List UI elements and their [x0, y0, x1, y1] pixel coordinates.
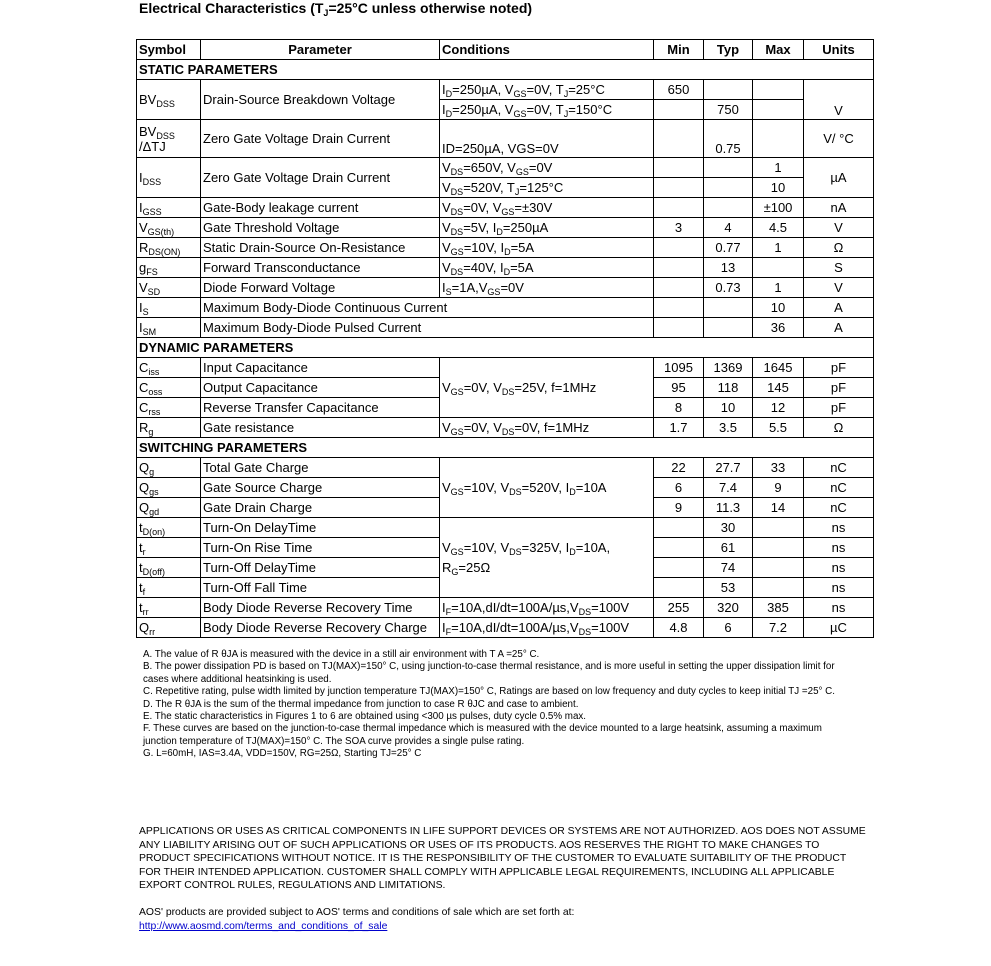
- parameter-cell: Input Capacitance: [201, 358, 440, 378]
- max-cell: 5.5: [753, 418, 804, 438]
- min-cell: [654, 198, 704, 218]
- symbol-cell: $t_r$: [137, 538, 201, 558]
- section-row: [137, 338, 874, 358]
- symbol-cell: $t_{D(off)}$: [137, 558, 201, 578]
- symbol-cell: $t_{rr}$: [137, 598, 201, 618]
- legal-disclaimer: APPLICATIONS OR USES AS CRITICAL COMPONENTS IN LIFE SUPPORT DEVICES OR SYSTEMS ARE NOT AUTHORIZED. AOS DOES NOT ASSUME ANY LIABILITY ARISING OUT OF SUCH APPLICATIONS OR USES OF ITS PRODUCTS. AOS RESERVES THE RIGHT TO MAKE CHANGES TO PRODUCT SPECIFICATIONS WITHOUT NOTICE. IT IS THE RESPONSIBILITY OF THE CUSTOMER TO EVALUATE SUITABILITY OF THE PRODUCT FOR THEIR INTENDED APPLICATION. CUSTOMER SHALL COMPLY WITH APPLICABLE LEGAL REQUIREMENTS, INCLUDING ALL APPLICABLE EXPORT CONTROL RULES, REGULATIONS AND LIMITATIONS.: [139, 826, 866, 892]
- unit-cell: Ω: [804, 238, 874, 258]
- condition-cell: $V_{DS}=0V$, $V_{GS}=\pm 30V$: [440, 198, 654, 218]
- symbol-cell: $C_{rss}$: [137, 398, 201, 418]
- min-cell: [654, 178, 704, 198]
- max-cell: [753, 100, 804, 120]
- typ-cell: 6: [704, 618, 753, 638]
- symbol-cell: $V_{SD}$: [137, 278, 201, 298]
- max-cell: 14: [753, 498, 804, 518]
- min-cell: [654, 120, 704, 158]
- unit-cell: ns: [804, 518, 874, 538]
- header-max: Max: [753, 40, 804, 60]
- header-conditions: Conditions: [440, 40, 654, 60]
- max-cell: [753, 578, 804, 598]
- heading-text-rest: =25°C unless otherwise noted): [328, 0, 533, 16]
- parameter-cell: Turn-Off DelayTime: [201, 558, 440, 578]
- symbol-cell: $I_{SM}$: [137, 318, 201, 338]
- condition-cell: $V_{DS}=40V$, $I_D=5A$: [440, 258, 654, 278]
- max-cell: 145: [753, 378, 804, 398]
- max-cell: [753, 538, 804, 558]
- max-cell: 7.2: [753, 618, 804, 638]
- parameter-cell: Zero Gate Voltage Drain Current: [201, 120, 440, 158]
- condition-cell: $V_{GS}=10V$, $V_{DS}=325V$, $I_D=10A$, $R_G=25\Omega$: [440, 518, 654, 598]
- parameter-cell: Diode Forward Voltage: [201, 278, 440, 298]
- electrical-characteristics-table: [136, 39, 874, 638]
- condition-cell: $V_{GS}=0V$, $V_{DS}=0V$, f=1MHz: [440, 418, 654, 438]
- symbol-cell: $R_{DS(ON)}$: [137, 238, 201, 258]
- min-cell: 6: [654, 478, 704, 498]
- unit-cell: µA: [804, 158, 874, 198]
- max-cell: 1: [753, 278, 804, 298]
- min-cell: [654, 518, 704, 538]
- symbol-cell: $g_{FS}$: [137, 258, 201, 278]
- header-units: Units: [804, 40, 874, 60]
- typ-cell: 11.3: [704, 498, 753, 518]
- table-row: [137, 120, 874, 158]
- heading-text: Electrical Characteristics (T: [139, 0, 324, 16]
- footnote-f: F. These curves are based on the junction-to-case thermal impedance which is measured with the device mounted to a large heatsink, assuming a maximum junction temperature of TJ(MAX)=150° C. The SOA curve provides a single pulse rating.: [143, 723, 822, 747]
- table-row: [137, 318, 874, 338]
- unit-cell: ns: [804, 558, 874, 578]
- typ-cell: 7.4: [704, 478, 753, 498]
- unit-cell: nA: [804, 198, 874, 218]
- symbol-cell: $BV_{DSS}$: [137, 80, 201, 120]
- unit-cell: nC: [804, 498, 874, 518]
- max-cell: 4.5: [753, 218, 804, 238]
- condition-cell: $V_{GS}=10V$, $V_{DS}=520V$, $I_D=10A$: [440, 458, 654, 518]
- symbol-cell: $R_g$: [137, 418, 201, 438]
- parameter-cell: Body Diode Reverse Recovery Time: [201, 598, 440, 618]
- min-cell: [654, 298, 704, 318]
- typ-cell: 750: [704, 100, 753, 120]
- symbol-cell: $t_f$: [137, 578, 201, 598]
- terms-block: [139, 906, 574, 933]
- typ-cell: 30: [704, 518, 753, 538]
- min-cell: [654, 258, 704, 278]
- max-cell: [753, 558, 804, 578]
- typ-cell: 27.7: [704, 458, 753, 478]
- symbol-cell: $C_{oss}$: [137, 378, 201, 398]
- parameter-cell: Gate resistance: [201, 418, 440, 438]
- unit-cell: nC: [804, 458, 874, 478]
- footnote-a: A. The value of R θJA is measured with the device in a still air environment with T A =25° C.: [143, 649, 540, 660]
- max-cell: 36: [753, 318, 804, 338]
- typ-cell: 10: [704, 398, 753, 418]
- min-cell: 9: [654, 498, 704, 518]
- unit-cell: S: [804, 258, 874, 278]
- parameter-cell: Turn-On DelayTime: [201, 518, 440, 538]
- parameter-cell: Reverse Transfer Capacitance: [201, 398, 440, 418]
- unit-cell: pF: [804, 358, 874, 378]
- min-cell: [654, 578, 704, 598]
- min-cell: 1.7: [654, 418, 704, 438]
- table-row: [137, 458, 874, 478]
- condition-cell: $V_{DS}=520V$, $T_J=125^\circ C$: [440, 178, 654, 198]
- parameter-cell: Gate Threshold Voltage: [201, 218, 440, 238]
- table-row: [137, 218, 874, 238]
- typ-cell: 0.75: [704, 120, 753, 158]
- footnote-c: C. Repetitive rating, pulse width limited by junction temperature TJ(MAX)=150° C, Ratings are based on low frequency and duty cycles to keep initial TJ =25° C.: [143, 686, 835, 698]
- min-cell: 3: [654, 218, 704, 238]
- parameter-cell: Gate Source Charge: [201, 478, 440, 498]
- symbol-cell: $Q_{gd}$: [137, 498, 201, 518]
- condition-cell: $I_D=250\mu A$, $V_{GS}=0V$, $T_J=150^\circ C$: [440, 100, 654, 120]
- symbol-cell: $C_{iss}$: [137, 358, 201, 378]
- unit-cell: A: [804, 298, 874, 318]
- parameter-cell: Maximum Body-Diode Pulsed Current: [201, 318, 654, 338]
- parameter-cell: Maximum Body-Diode Continuous Current: [201, 298, 654, 318]
- section-dynamic: DYNAMIC PARAMETERS: [137, 338, 874, 358]
- max-cell: ±100: [753, 198, 804, 218]
- condition-cell: $I_F=10A,dI/dt=100A/\mu s,V_{DS}=100V$: [440, 598, 654, 618]
- typ-cell: 53: [704, 578, 753, 598]
- unit-cell: V: [804, 218, 874, 238]
- section-static: STATIC PARAMETERS: [137, 60, 874, 80]
- symbol-cell: $I_S$: [137, 298, 201, 318]
- footnote-e: E. The static characteristics in Figures 1 to 6 are obtained using <300 µs pulses, duty cycle 0.5% max.: [143, 711, 587, 723]
- section-row: [137, 60, 874, 80]
- unit-cell: A: [804, 318, 874, 338]
- table-row: [137, 158, 874, 178]
- table-row: [137, 198, 874, 218]
- symbol-cell: $I_{DSS}$: [137, 158, 201, 198]
- max-cell: 1645: [753, 358, 804, 378]
- min-cell: [654, 558, 704, 578]
- typ-cell: [704, 298, 753, 318]
- typ-cell: 61: [704, 538, 753, 558]
- parameter-cell: Zero Gate Voltage Drain Current: [201, 158, 440, 198]
- unit-cell: V: [804, 80, 874, 120]
- parameter-cell: Turn-Off Fall Time: [201, 578, 440, 598]
- parameter-cell: Output Capacitance: [201, 378, 440, 398]
- min-cell: 255: [654, 598, 704, 618]
- section-row: [137, 438, 874, 458]
- typ-cell: 74: [704, 558, 753, 578]
- min-cell: 4.8: [654, 618, 704, 638]
- typ-cell: 0.77: [704, 238, 753, 258]
- table-row: [137, 238, 874, 258]
- typ-cell: [704, 198, 753, 218]
- typ-cell: 4: [704, 218, 753, 238]
- unit-cell: V/ °C: [804, 120, 874, 158]
- parameter-cell: Forward Transconductance: [201, 258, 440, 278]
- symbol-cell: $BV_{DSS}$ /ΔTJ: [137, 120, 201, 158]
- min-cell: [654, 158, 704, 178]
- parameter-cell: Total Gate Charge: [201, 458, 440, 478]
- min-cell: 650: [654, 80, 704, 100]
- condition-cell: $I_S=1A,V_{GS}=0V$: [440, 278, 654, 298]
- max-cell: [753, 518, 804, 538]
- parameter-cell: Gate Drain Charge: [201, 498, 440, 518]
- max-cell: 1: [753, 158, 804, 178]
- header-typ: Typ: [704, 40, 753, 60]
- min-cell: 95: [654, 378, 704, 398]
- parameter-cell: Static Drain-Source On-Resistance: [201, 238, 440, 258]
- table-row: [137, 258, 874, 278]
- symbol-cell: $I_{GSS}$: [137, 198, 201, 218]
- table-row: [137, 618, 874, 638]
- typ-cell: 0.73: [704, 278, 753, 298]
- table-row: [137, 80, 874, 100]
- min-cell: [654, 100, 704, 120]
- parameter-cell: Body Diode Reverse Recovery Charge: [201, 618, 440, 638]
- table-row: [137, 418, 874, 438]
- unit-cell: nC: [804, 478, 874, 498]
- symbol-cell: $Q_g$: [137, 458, 201, 478]
- footnote-g: G. L=60mH, IAS=3.4A, VDD=150V, RG=25Ω, Starting TJ=25° C: [143, 748, 422, 760]
- max-cell: 12: [753, 398, 804, 418]
- max-cell: 1: [753, 238, 804, 258]
- terms-link[interactable]: http://www.aosmd.com/terms_and_conditions_of_sale: [139, 920, 388, 932]
- unit-cell: ns: [804, 578, 874, 598]
- condition-cell: $V_{DS}=5V$, $I_D=250\mu A$: [440, 218, 654, 238]
- header-parameter: Parameter: [201, 40, 440, 60]
- min-cell: [654, 538, 704, 558]
- table-row: [137, 358, 874, 378]
- parameter-cell: Turn-On Rise Time: [201, 538, 440, 558]
- typ-cell: 320: [704, 598, 753, 618]
- table-row: [137, 298, 874, 318]
- max-cell: [753, 80, 804, 100]
- footnotes: [143, 649, 843, 761]
- max-cell: [753, 258, 804, 278]
- typ-cell: [704, 80, 753, 100]
- unit-cell: µC: [804, 618, 874, 638]
- unit-cell: V: [804, 278, 874, 298]
- header-min: Min: [654, 40, 704, 60]
- min-cell: [654, 318, 704, 338]
- min-cell: 1095: [654, 358, 704, 378]
- max-cell: 10: [753, 178, 804, 198]
- max-cell: 10: [753, 298, 804, 318]
- heading-subscript: J: [323, 8, 329, 18]
- footnote-b: B. The power dissipation PD is based on TJ(MAX)=150° C, using junction-to-case thermal resistance, and is more useful in setting the upper dissipation limit for cases where additional heatsinking is used.: [143, 661, 835, 685]
- condition-cell: $V_{GS}=10V$, $I_D=5A$: [440, 238, 654, 258]
- min-cell: 8: [654, 398, 704, 418]
- min-cell: [654, 278, 704, 298]
- max-cell: 385: [753, 598, 804, 618]
- condition-cell: $I_D=250\mu A$, $V_{GS}=0V$, $T_J=25^\circ C$: [440, 80, 654, 100]
- condition-cell: $V_{GS}=0V$, $V_{DS}=25V$, f=1MHz: [440, 358, 654, 418]
- symbol-cell: $Q_{rr}$: [137, 618, 201, 638]
- symbol-cell: $t_{D(on)}$: [137, 518, 201, 538]
- unit-cell: pF: [804, 378, 874, 398]
- typ-cell: 118: [704, 378, 753, 398]
- typ-cell: 3.5: [704, 418, 753, 438]
- min-cell: 22: [654, 458, 704, 478]
- unit-cell: ns: [804, 538, 874, 558]
- typ-cell: [704, 158, 753, 178]
- header-symbol: Symbol: [137, 40, 201, 60]
- unit-cell: ns: [804, 598, 874, 618]
- typ-cell: 1369: [704, 358, 753, 378]
- max-cell: 33: [753, 458, 804, 478]
- symbol-cell: $V_{GS(th)}$: [137, 218, 201, 238]
- max-cell: 9: [753, 478, 804, 498]
- unit-cell: Ω: [804, 418, 874, 438]
- footnote-d: D. The R θJA is the sum of the thermal impedance from junction to case R θJC and case to ambient.: [143, 698, 579, 710]
- condition-cell: ID=250µA, VGS=0V: [440, 120, 654, 158]
- unit-cell: pF: [804, 398, 874, 418]
- table-row: [137, 598, 874, 618]
- typ-cell: 13: [704, 258, 753, 278]
- condition-cell: $I_F=10A,dI/dt=100A/\mu s,V_{DS}=100V$: [440, 618, 654, 638]
- section-heading: [139, 0, 532, 16]
- section-switching: SWITCHING PARAMETERS: [137, 438, 874, 458]
- symbol-cell: $Q_{gs}$: [137, 478, 201, 498]
- max-cell: [753, 120, 804, 158]
- table-header-row: [137, 40, 874, 60]
- typ-cell: [704, 178, 753, 198]
- table-row: [137, 278, 874, 298]
- table-row: [137, 518, 874, 538]
- min-cell: [654, 238, 704, 258]
- typ-cell: [704, 318, 753, 338]
- terms-text: AOS' products are provided subject to AOS' terms and conditions of sale which are set forth at:: [139, 907, 575, 918]
- parameter-cell: Gate-Body leakage current: [201, 198, 440, 218]
- condition-cell: $V_{DS}=650V$, $V_{GS}=0V$: [440, 158, 654, 178]
- parameter-cell: Drain-Source Breakdown Voltage: [201, 80, 440, 120]
